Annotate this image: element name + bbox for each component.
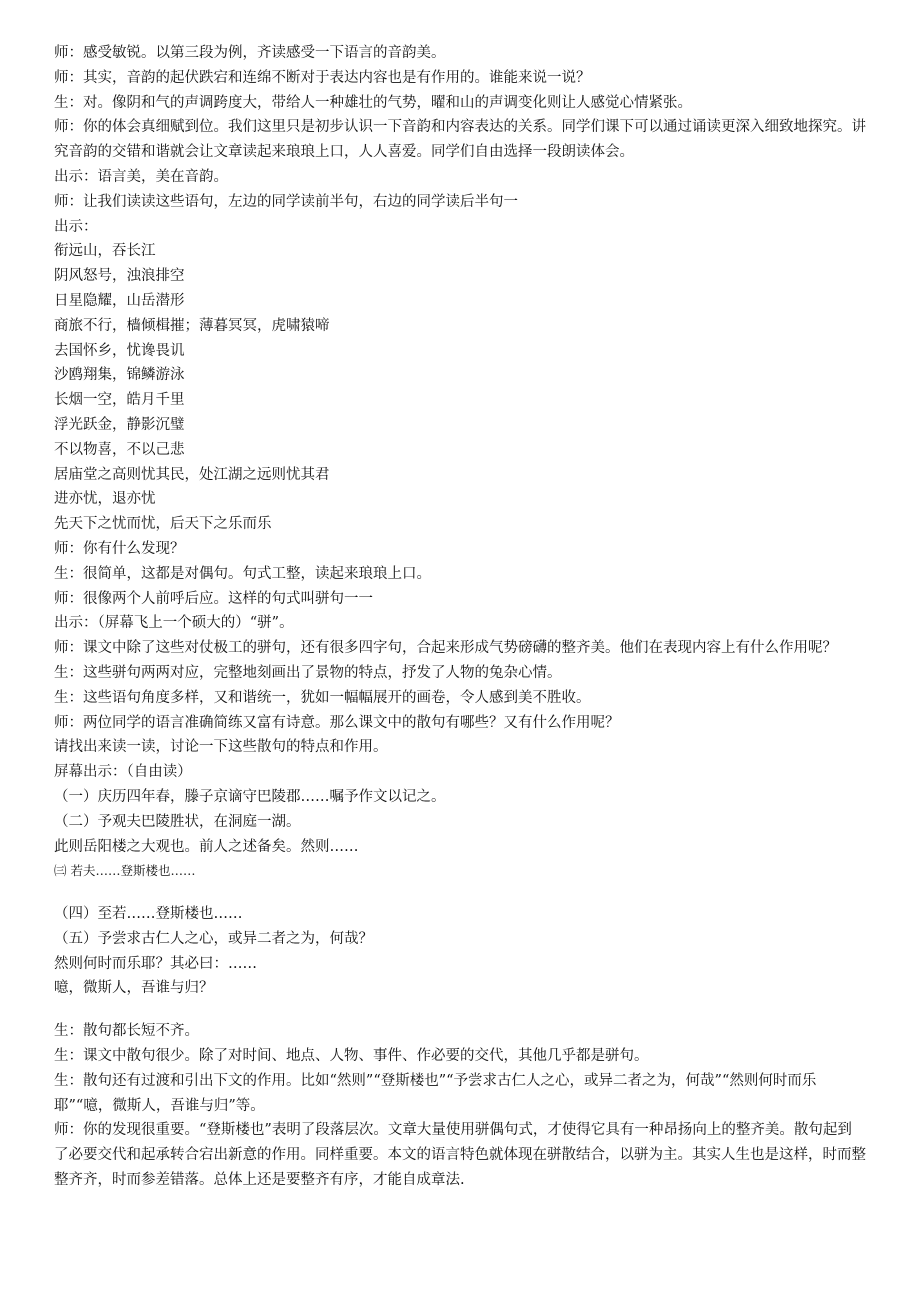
- text-line: 然则何时而乐耶？其必曰：……: [54, 955, 257, 972]
- text-line: 不以物喜，不以己悲: [54, 441, 185, 458]
- text-line: 生：课文中散句很少。除了对时间、地点、人物、事件、作必要的交代，其他几乎都是骈句。: [54, 1048, 649, 1065]
- text-line: （二）予观夫巴陵胜状，在洞庭一湖。: [54, 813, 301, 830]
- text-line: 生：这些语句角度多样，又和谐统一，犹如一幅幅展开的画卷，令人感到美不胜收。: [54, 689, 591, 706]
- text-line: 生：对。像阴和气的声调跨度大，带给人一种雄壮的气势，曜和山的声调变化则让人感觉心情紧张。: [54, 94, 692, 111]
- text-line: ㈢ 若夫……登斯楼也……: [54, 863, 196, 879]
- spacer: [54, 1001, 866, 1019]
- text-line: 生：散句还有过渡和引出下文的作用。比如“然则”“登斯楼也”“予尝求古仁人之心，或异二者之为，何哉”“然则何时而乐耶”“噫，微斯人，吾谁与归”等。: [54, 1072, 817, 1114]
- text-line: 师：两位同学的语言准确简练又富有诗意。那么课文中的散句有哪些？又有什么作用呢？: [54, 714, 620, 731]
- text-line: 居庙堂之高则忧其民，处江湖之远则忧其君: [54, 466, 330, 483]
- text-line: 师：你的发现很重要。“登斯楼也”表明了段落层次。文章大量使用骈偶句式，才使得它具有一种昂扬向上的整齐美。散句起到了必要交代和起承转合宕出新意的作用。同样重要。本文的语言特色就体现在骈散结合，以骈为主。其实人生也是这样，时而整整齐齐，时而参差错落。总体上还是要整齐有序，才能自成章法.: [54, 1122, 866, 1189]
- text-line: 衔远山，吞长江: [54, 243, 156, 260]
- text-line: 出示：（屏幕飞上一个硕大的）“骈”。: [54, 615, 294, 632]
- text-line: 师：你的体会真细赋到位。我们这里只是初步认识一下音韵和内容表达的关系。同学们课下可以通过诵读更深入细致地探究。讲究音韵的交错和谐就会让文章读起来琅琅上口，人人喜爱。同学们自由选择一段朗读体会。: [54, 119, 866, 161]
- text-line: 师：感受敏锐。以第三段为例，齐读感受一下语言的音韵美。: [54, 45, 446, 61]
- spacer: [54, 884, 866, 902]
- text-line: 沙鸥翔集，锦鳞游泳: [54, 367, 185, 384]
- text-line: 日星隐耀，山岳潜形: [54, 292, 185, 309]
- text-line: 生：这些骈句两两对应，完整地刻画出了景物的特点，抒发了人物的兔杂心情。: [54, 664, 562, 681]
- text-line: 出示：语言美，美在音韵。: [54, 168, 228, 185]
- text-line: 商旅不行，樯倾楫摧；薄暮冥冥，虎啸猿啼: [54, 317, 330, 334]
- text-line: 师：其实，音韵的起伏跌宕和连绵不断对于表达内容也是有作用的。谁能来说一说？: [54, 69, 591, 86]
- text-line: 浮光跃金，静影沉璧: [54, 416, 185, 433]
- text-line: （一）庆历四年春，滕子京谪守巴陵郡……嘱予作文以记之。: [54, 788, 446, 805]
- text-line: （五）予尝求古仁人之心，或异二者之为，何哉？: [54, 930, 373, 947]
- text-line: 生：很简单，这都是对偶句。句式工整，读起来琅琅上口。: [54, 565, 431, 582]
- text-line: 进亦忧，退亦忧: [54, 491, 156, 508]
- text-line: 去国怀乡，忧谗畏讥: [54, 342, 185, 359]
- text-line: 师：让我们读读这些语句，左边的同学读前半句，右边的同学读后半句一: [54, 193, 518, 210]
- text-line: 师：很像两个人前呼后应。这样的句式叫骈句一一: [54, 590, 373, 607]
- text-line: 先天下之忧而忧，后天下之乐而乐: [54, 516, 272, 533]
- text-line: （四）至若……登斯楼也……: [54, 906, 243, 923]
- text-line: 师：课文中除了这些对仗极工的骈句，还有很多四字句，合起来形成气势磅礴的整齐美。他们在表现内容上有什么作用呢？: [54, 640, 837, 657]
- text-line: 生：散句都长短不齐。: [54, 1023, 199, 1040]
- text-line: 长烟一空，皓月千里: [54, 392, 185, 409]
- text-line: 请找出来读一读，讨论一下这些散句的特点和作用。: [54, 739, 388, 756]
- text-line: 出示：: [54, 218, 98, 235]
- document-body: [54, 41, 866, 1193]
- text-line: 阴风怒号，浊浪排空: [54, 268, 185, 285]
- text-line: 师：你有什么发现？: [54, 540, 185, 557]
- text-line: 此则岳阳楼之大观也。前人之述备矣。然则……: [54, 838, 359, 855]
- text-line: 噫，微斯人，吾谁与归？: [54, 980, 214, 997]
- text-line: 屏幕出示：（自由读）: [54, 764, 192, 781]
